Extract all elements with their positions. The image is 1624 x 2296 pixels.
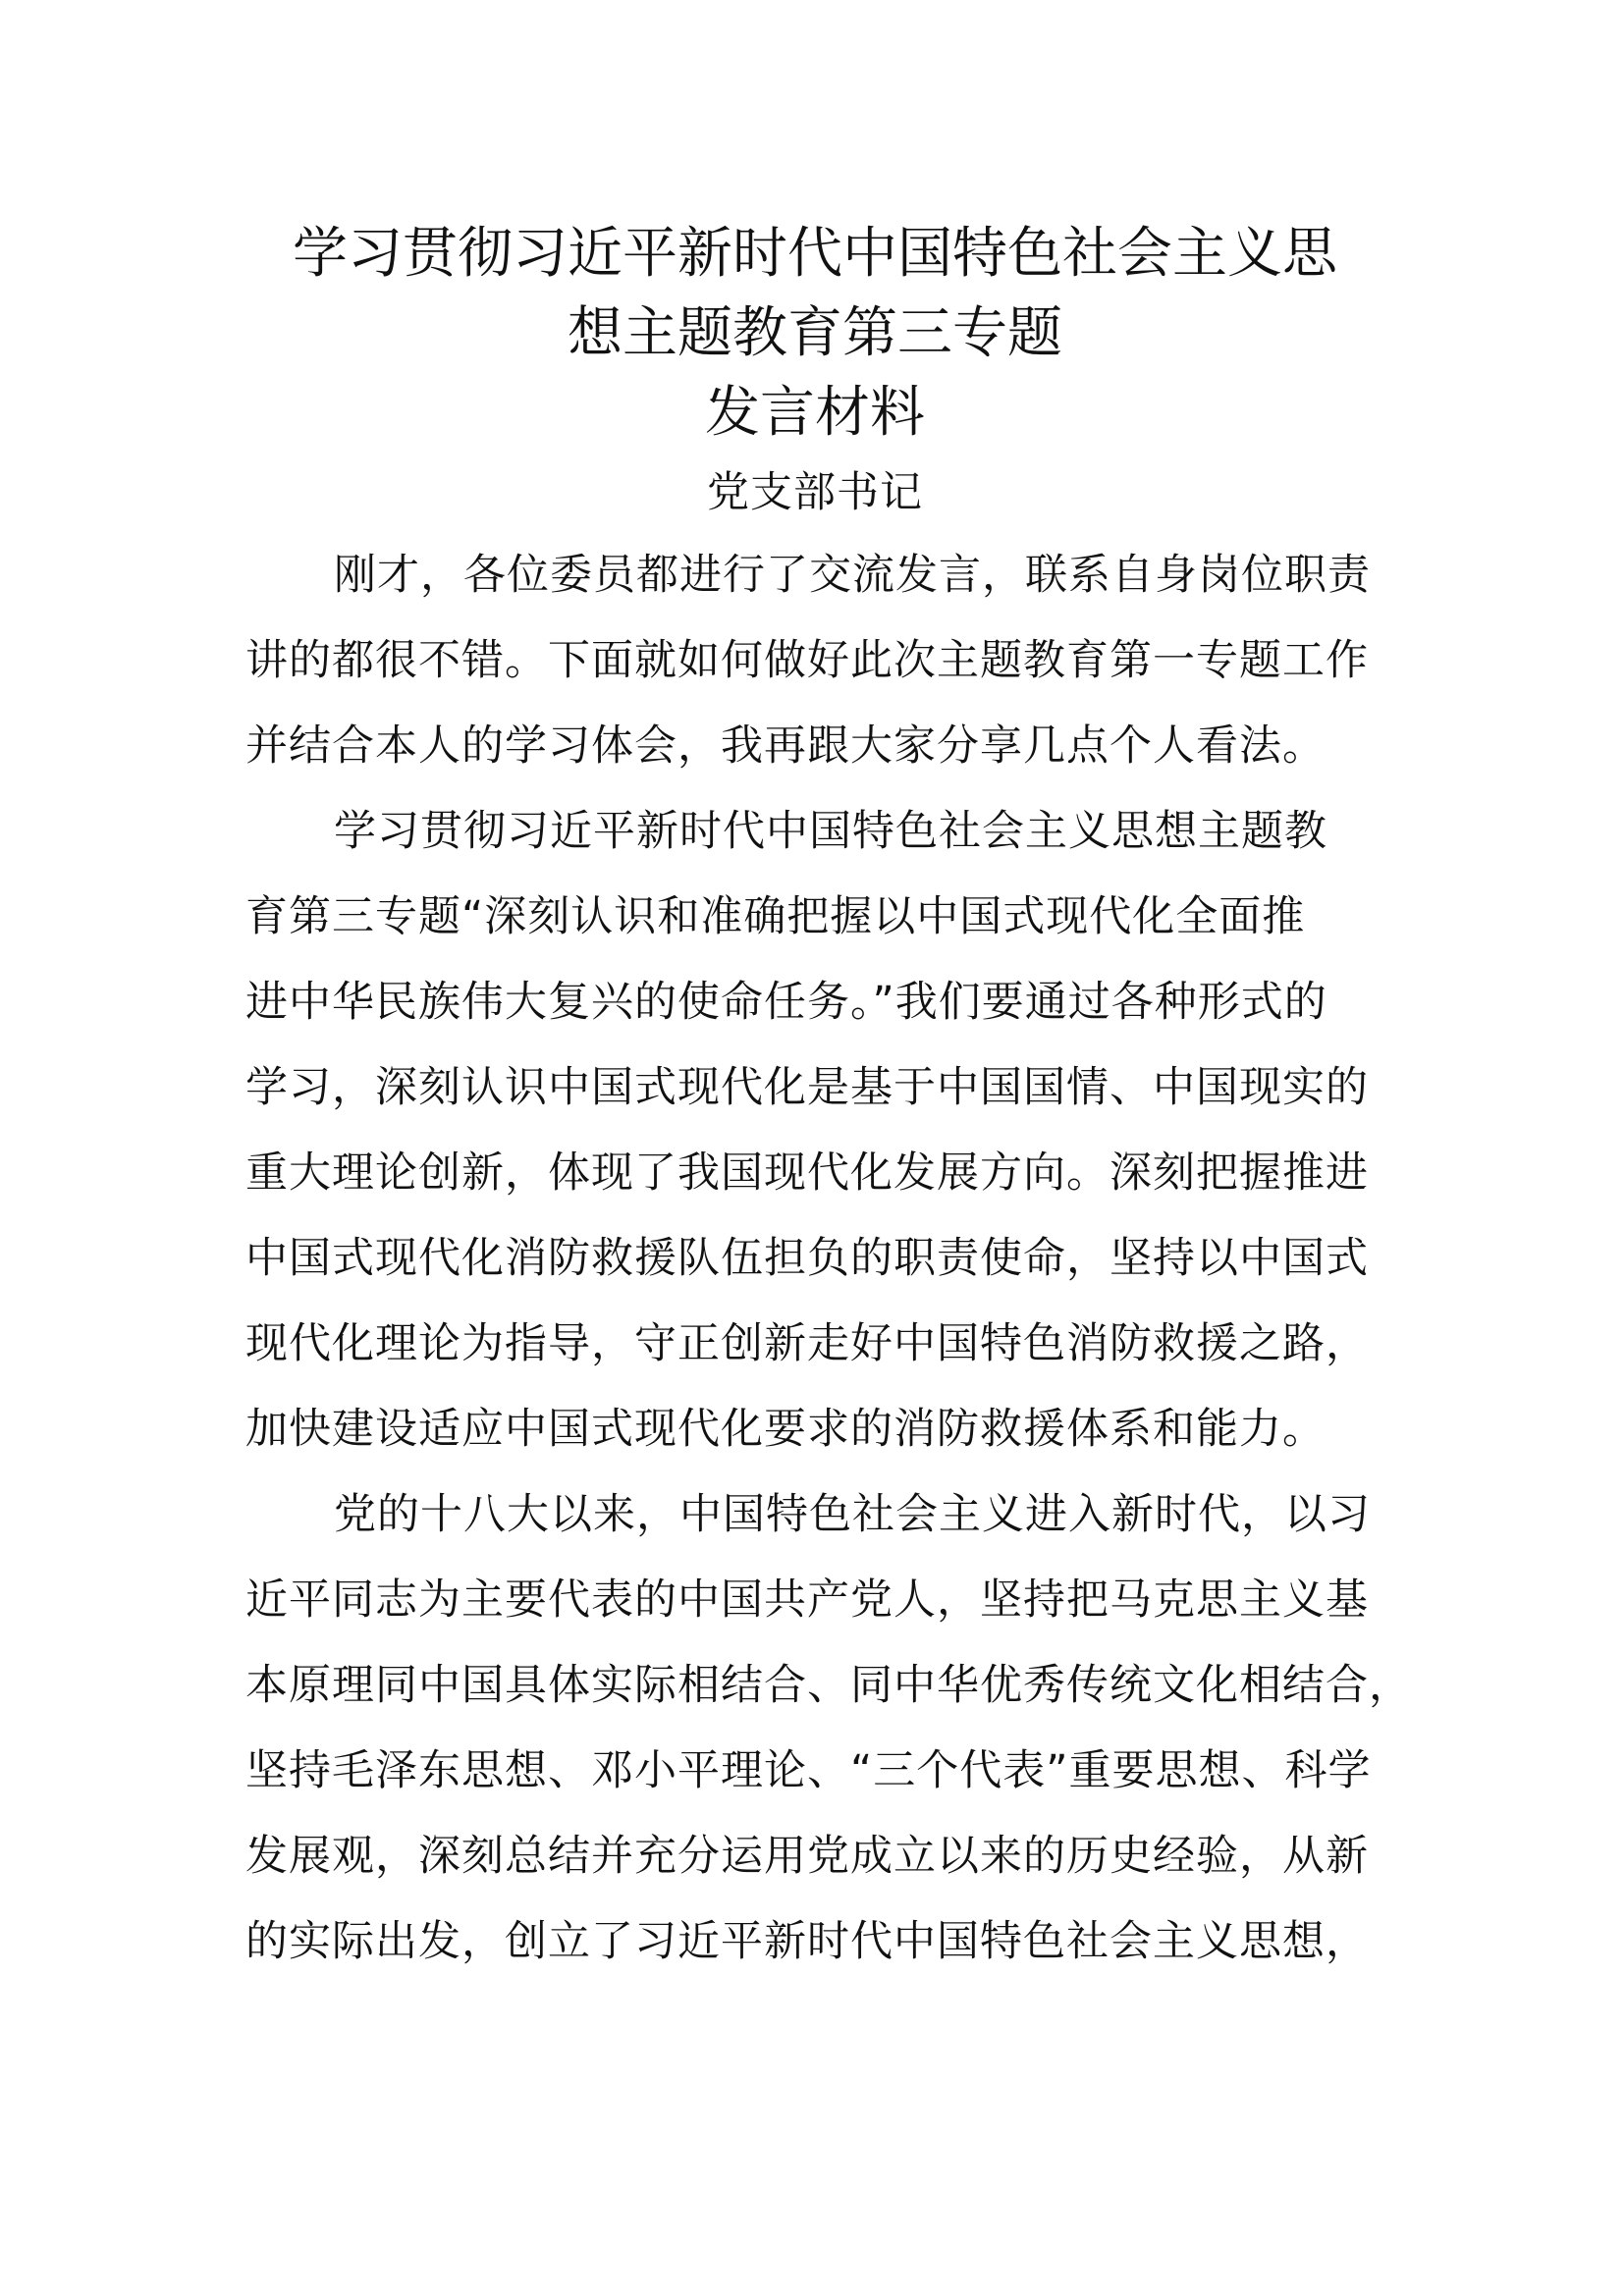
paragraph-line: 讲的都很不错。下面就如何做好此次主题教育第一专题工作 bbox=[245, 636, 1369, 685]
paragraph-line: 并结合本人的学习体会，我再跟大家分享几点个人看法。 bbox=[245, 721, 1326, 771]
paragraph-line: 本原理同中国具体实际相结合、同中华优秀传统文化相结合， bbox=[245, 1661, 1412, 1710]
paragraph-new-era bbox=[245, 1472, 1412, 1985]
document-title bbox=[245, 214, 1384, 453]
paragraph-intro bbox=[245, 533, 1384, 789]
title-line: 发言材料 bbox=[705, 381, 925, 445]
paragraph-line: 坚持毛泽东思想、邓小平理论、“三个代表”重要思想、科学 bbox=[245, 1746, 1372, 1795]
document-author: 党支部书记 bbox=[707, 468, 923, 517]
title-line: 想主题教育第三专题 bbox=[568, 301, 1062, 365]
paragraph-line: 加快建设适应中国式现代化要求的消防救援体系和能力。 bbox=[245, 1405, 1326, 1454]
paragraph-third-topic bbox=[245, 789, 1384, 1472]
title-line: 学习贯彻习近平新时代中国特色社会主义思 bbox=[293, 222, 1337, 286]
paragraph-line: 现代化理论为指导，守正创新走好中国特色消防救援之路， bbox=[245, 1319, 1369, 1368]
paragraph-line: 刚才，各位委员都进行了交流发言，联系自身岗位职责 bbox=[334, 551, 1371, 600]
paragraph-line: 发展观，深刻总结并充分运用党成立以来的历史经验，从新 bbox=[245, 1832, 1369, 1881]
paragraph-line: 育第三专题“深刻认识和准确把握以中国式现代化全面推 bbox=[245, 892, 1306, 941]
paragraph-line: 学习，深刻认识中国式现代化是基于中国国情、中国现实的 bbox=[245, 1063, 1369, 1112]
paragraph-line: 的实际出发，创立了习近平新时代中国特色社会主义思想， bbox=[245, 1917, 1369, 1966]
paragraph-line: 中国式现代化消防救援队伍担负的职责使命，坚持以中国式 bbox=[245, 1234, 1369, 1283]
paragraph-line: 党的十八大以来，中国特色社会主义进入新时代，以习 bbox=[334, 1490, 1371, 1539]
document-body bbox=[245, 214, 1412, 1985]
paragraph-line: 重大理论创新，体现了我国现代化发展方向。深刻把握推进 bbox=[245, 1148, 1369, 1198]
paragraph-line: 学习贯彻习近平新时代中国特色社会主义思想主题教 bbox=[334, 807, 1327, 856]
paragraph-line: 进中华民族伟大复兴的使命任务。”我们要通过各种形式的 bbox=[245, 978, 1327, 1027]
paragraph-line: 近平同志为主要代表的中国共产党人，坚持把马克思主义基 bbox=[245, 1575, 1369, 1625]
